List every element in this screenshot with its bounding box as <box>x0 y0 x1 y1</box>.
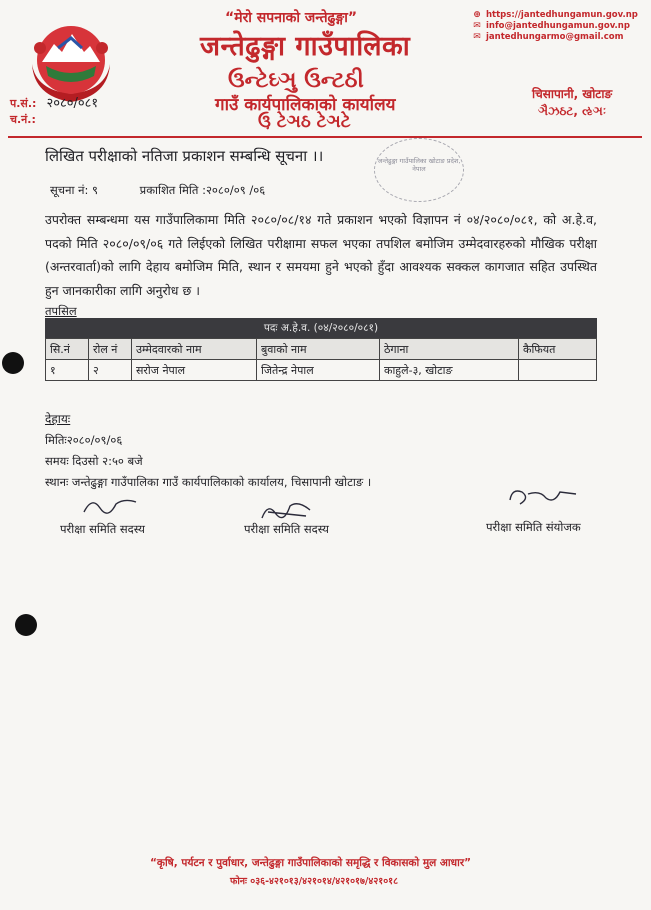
globe-icon: ⊕ <box>473 10 481 20</box>
place-block <box>532 86 612 120</box>
patra-sankhya <box>10 96 98 112</box>
header-motto: “मेरो सपनाको जन्तेढुङ्गा” <box>225 10 358 26</box>
reference-numbers <box>10 96 98 128</box>
schedule-details <box>45 430 371 493</box>
schedule-time: समयः दिउसो २:५० बजे <box>45 454 143 468</box>
chalani-label: च.नं.: <box>10 113 36 126</box>
col-father: बुवाको नाम <box>257 339 380 360</box>
office-name: गाउँ कार्यपालिकाको कार्यालय <box>215 95 396 115</box>
signature-member-1: परीक्षा समिति सदस्य <box>60 522 145 536</box>
col-address: ठेगाना <box>380 339 519 360</box>
signature-mark-1 <box>80 494 140 522</box>
patra-sankhya-value: २०८०/०८१ <box>46 96 99 111</box>
result-table <box>45 338 597 381</box>
signature-mark-3 <box>506 484 580 514</box>
table-row <box>46 360 597 381</box>
municipality-name: जन्तेढुङ्गा गाउँपालिका <box>200 31 411 62</box>
schedule-heading: देहायः <box>45 412 71 426</box>
cell-roll: २ <box>89 360 132 381</box>
schedule-date: मितिः२०८०/०९/०६ <box>45 433 123 447</box>
office-stamp: जन्तेढुङ्गा गाउँपालिका खोटाङ प्रदेश, नेपाल <box>374 138 464 202</box>
cell-candidate: सरोज नेपाल <box>132 360 257 381</box>
col-remarks: कैफियत <box>519 339 597 360</box>
patra-sankhya-label: प.सं.: <box>10 97 37 110</box>
signature-coordinator: परीक्षा समिति संयोजक <box>486 520 581 534</box>
signature-member-2: परीक्षा समिति सदस्य <box>244 522 329 536</box>
cell-father: जितेन्द्र नेपाल <box>257 360 380 381</box>
notice-title: लिखित परीक्षाको नतिजा प्रकाशन सम्बन्धि सूचना ।। <box>45 147 324 165</box>
email-link[interactable]: info@jantedhungamun.gov.np <box>486 21 630 31</box>
cell-remarks <box>519 360 597 381</box>
notice-number: सूचना नं: ९ <box>50 183 98 197</box>
municipality-code: ઉન્ટેઘ્ઞુ ઉન્ટઠી <box>228 67 364 93</box>
table-header-row <box>46 339 597 360</box>
punch-hole-top <box>2 352 24 374</box>
col-sn: सि.नं <box>46 339 89 360</box>
footer-phone: फोनः ०३६-४२१०१३/४२१०१४/४२१०१७/४२१०१८ <box>230 876 399 887</box>
schedule-venue: स्थानः जन्तेढुङ्गा गाउँपालिका गाउँ कार्यपालिकाको कार्यालय, चिसापानी खोटाङ । <box>45 475 372 489</box>
col-roll: रोल नं <box>89 339 132 360</box>
email-line <box>472 21 638 32</box>
website-link[interactable]: https://jantedhungamun.gov.np <box>486 10 638 20</box>
contact-block <box>472 10 638 43</box>
section-label: तपसिल <box>45 304 77 318</box>
punch-hole-bottom <box>15 614 37 636</box>
envelope-icon: ✉ <box>473 21 481 31</box>
footer-motto: “कृषि, पर्यटन र पुर्वाधार, जन्तेढुङ्गा गाउँपालिकाको समृद्धि र विकासको मुल आधार” <box>150 857 472 869</box>
post-label: पदः अ.हे.व. (०४/२०८०/०८१) <box>45 318 597 338</box>
cell-sn: १ <box>46 360 89 381</box>
place-code: ઞૈઝઠટ, ઌઞઃ <box>537 104 607 118</box>
header-divider <box>8 136 642 138</box>
col-candidate: उम्मेदवारको नाम <box>132 339 257 360</box>
cell-address: काहुले-३, खोटाङ <box>380 360 519 381</box>
email2-link[interactable]: jantedhungarmo@gmail.com <box>486 32 624 42</box>
notice-meta <box>50 183 303 198</box>
office-code: ઉ઼ ટેઞઠ ટેઞટે <box>258 112 351 132</box>
published-date: प्रकाशित मिति :२०८०/०९ /०६ <box>139 183 266 197</box>
website-line <box>472 10 638 21</box>
notice-body: उपरोक्त सम्बन्धमा यस गाउँपालिकामा मिति २०८०/०८/१४ गते प्रकाशन भएको विज्ञापन नं ०४/२०८०/०८१, को अ.हे.व, पदको मिति २०८०/०९/०६ गते लिईएको लिखित परीक्षामा सफल भएका तपशिल बमोजिम उम्मेदवारहरुको मौखिक परीक्षा (अन्तरवार्ता)को लागि देहाय बमोजिम मिति, स्थान र समयमा हुने भएको हुँदा आवश्यक सक्कल कागजात सहित उपस्थित हुन जानकारीका लागि अनुरोध छ । <box>45 212 597 298</box>
envelope-icon: ✉ <box>473 32 481 42</box>
email2-line <box>472 32 638 43</box>
place-name: चिसापानी, खोटाङ <box>532 87 613 101</box>
